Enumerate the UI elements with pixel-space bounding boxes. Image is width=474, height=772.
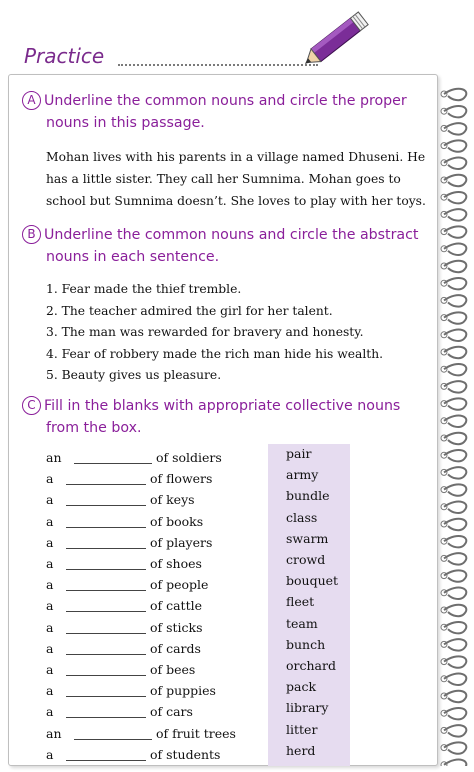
word-box-item: team	[286, 615, 318, 631]
phrase: of books	[146, 513, 204, 529]
article: a	[46, 513, 54, 529]
word-box-item: swarm	[286, 530, 329, 546]
word-box-item: bunch	[286, 636, 326, 652]
pencil-icon	[296, 2, 380, 74]
article: a	[46, 662, 54, 677]
fill-blank-row	[46, 598, 202, 613]
article: a	[46, 471, 54, 487]
passage	[46, 146, 426, 212]
article: a	[46, 619, 54, 635]
section-a-letter: A	[22, 91, 41, 110]
word-box-item: army	[286, 467, 319, 483]
word-box-item: library	[286, 700, 329, 716]
phrase: of soldiers	[152, 450, 222, 465]
phrase: of cards	[146, 640, 201, 656]
word-box-item: bundle	[286, 488, 330, 504]
answer-blank[interactable]	[74, 727, 152, 740]
fill-blank-row	[46, 450, 222, 465]
fill-blank-row	[46, 471, 212, 486]
phrase: of cars	[146, 704, 193, 720]
section-b-instruction: B Underline the common nouns and circle the abstract nouns in each sentence.	[22, 224, 419, 268]
spiral-binding	[438, 78, 474, 766]
article: an	[46, 725, 62, 741]
fill-blank-row	[46, 683, 216, 698]
phrase: of puppies	[146, 683, 216, 699]
word-box-item: herd	[286, 742, 316, 758]
fill-blank-row	[46, 620, 203, 635]
phrase: of people	[146, 577, 209, 593]
word-box-item: fleet	[286, 594, 315, 610]
fill-blank-row	[46, 514, 203, 529]
phrase: of flowers	[146, 471, 213, 487]
article: a	[46, 746, 54, 762]
article: a	[46, 577, 54, 593]
fill-blank-row	[46, 556, 202, 571]
fill-blank-row	[46, 747, 220, 762]
list-item: 4. Fear of robbery made the rich man hide his wealth.	[46, 346, 384, 361]
list-item: 1. Fear made the thief tremble.	[46, 282, 242, 296]
section-b-letter: B	[22, 225, 41, 244]
answer-blank[interactable]	[66, 557, 146, 570]
list-item: 3. The man was rewarded for bravery and honesty.	[46, 325, 364, 339]
word-box-item: litter	[286, 721, 318, 737]
answer-blank[interactable]	[66, 536, 146, 549]
section-a-instruction: A Underline the common nouns and circle the proper nouns in this passage.	[22, 90, 407, 134]
fill-blank-row	[46, 726, 236, 741]
phrase: of players	[146, 534, 213, 550]
word-box-item: crowd	[286, 552, 326, 567]
article: a	[46, 683, 54, 699]
word-box-item: bouquet	[286, 573, 339, 589]
phrase: of shoes	[146, 556, 202, 571]
answer-blank[interactable]	[66, 493, 146, 506]
phrase: of keys	[146, 492, 195, 508]
answer-blank[interactable]	[66, 642, 146, 655]
article: a	[46, 556, 54, 571]
article: a	[46, 704, 54, 720]
article: a	[46, 598, 54, 614]
answer-blank[interactable]	[66, 621, 146, 634]
page-title: Practice	[24, 44, 105, 68]
passage-line: school but Sumnima doesn’t. She loves to play with her toys.	[46, 194, 426, 208]
article: an	[46, 450, 62, 465]
phrase: of students	[146, 746, 221, 762]
list-item: 5. Beauty gives us pleasure.	[46, 368, 222, 382]
title-rule	[118, 64, 318, 66]
answer-blank[interactable]	[66, 578, 146, 591]
phrase: of cattle	[146, 598, 202, 614]
article: a	[46, 640, 54, 656]
word-box-item: orchard	[286, 658, 336, 673]
answer-blank[interactable]	[66, 515, 146, 528]
word-box-item: pair	[286, 446, 312, 461]
fill-blank-row	[46, 535, 212, 550]
answer-blank[interactable]	[66, 684, 146, 697]
section-c-letter: C	[22, 396, 41, 415]
fill-blank-row	[46, 492, 195, 507]
passage-line: has a little sister. They call her Sumnima. Mohan goes to	[46, 172, 401, 186]
passage-line: Mohan lives with his parents in a village named Dhuseni. He	[46, 150, 426, 164]
answer-blank[interactable]	[66, 705, 146, 718]
answer-blank[interactable]	[66, 472, 146, 485]
fill-blank-row	[46, 641, 201, 656]
fill-blank-row	[46, 662, 195, 677]
section-c-instruction: C Fill in the blanks with appropriate collective nouns from the box.	[22, 395, 400, 439]
phrase: of bees	[146, 662, 196, 677]
sentence-list	[46, 279, 383, 387]
word-box-item: class	[286, 509, 318, 525]
answer-blank[interactable]	[66, 599, 146, 612]
fill-blank-row	[46, 704, 193, 719]
phrase: of fruit trees	[152, 725, 236, 741]
answer-blank[interactable]	[66, 663, 146, 676]
answer-blank[interactable]	[66, 748, 146, 761]
article: a	[46, 492, 54, 508]
answer-blank[interactable]	[74, 451, 152, 464]
fill-blank-row	[46, 577, 208, 592]
word-box-item: pack	[286, 679, 317, 695]
list-item: 2. The teacher admired the girl for her talent.	[46, 303, 333, 318]
article: a	[46, 534, 54, 550]
phrase: of sticks	[146, 619, 203, 635]
